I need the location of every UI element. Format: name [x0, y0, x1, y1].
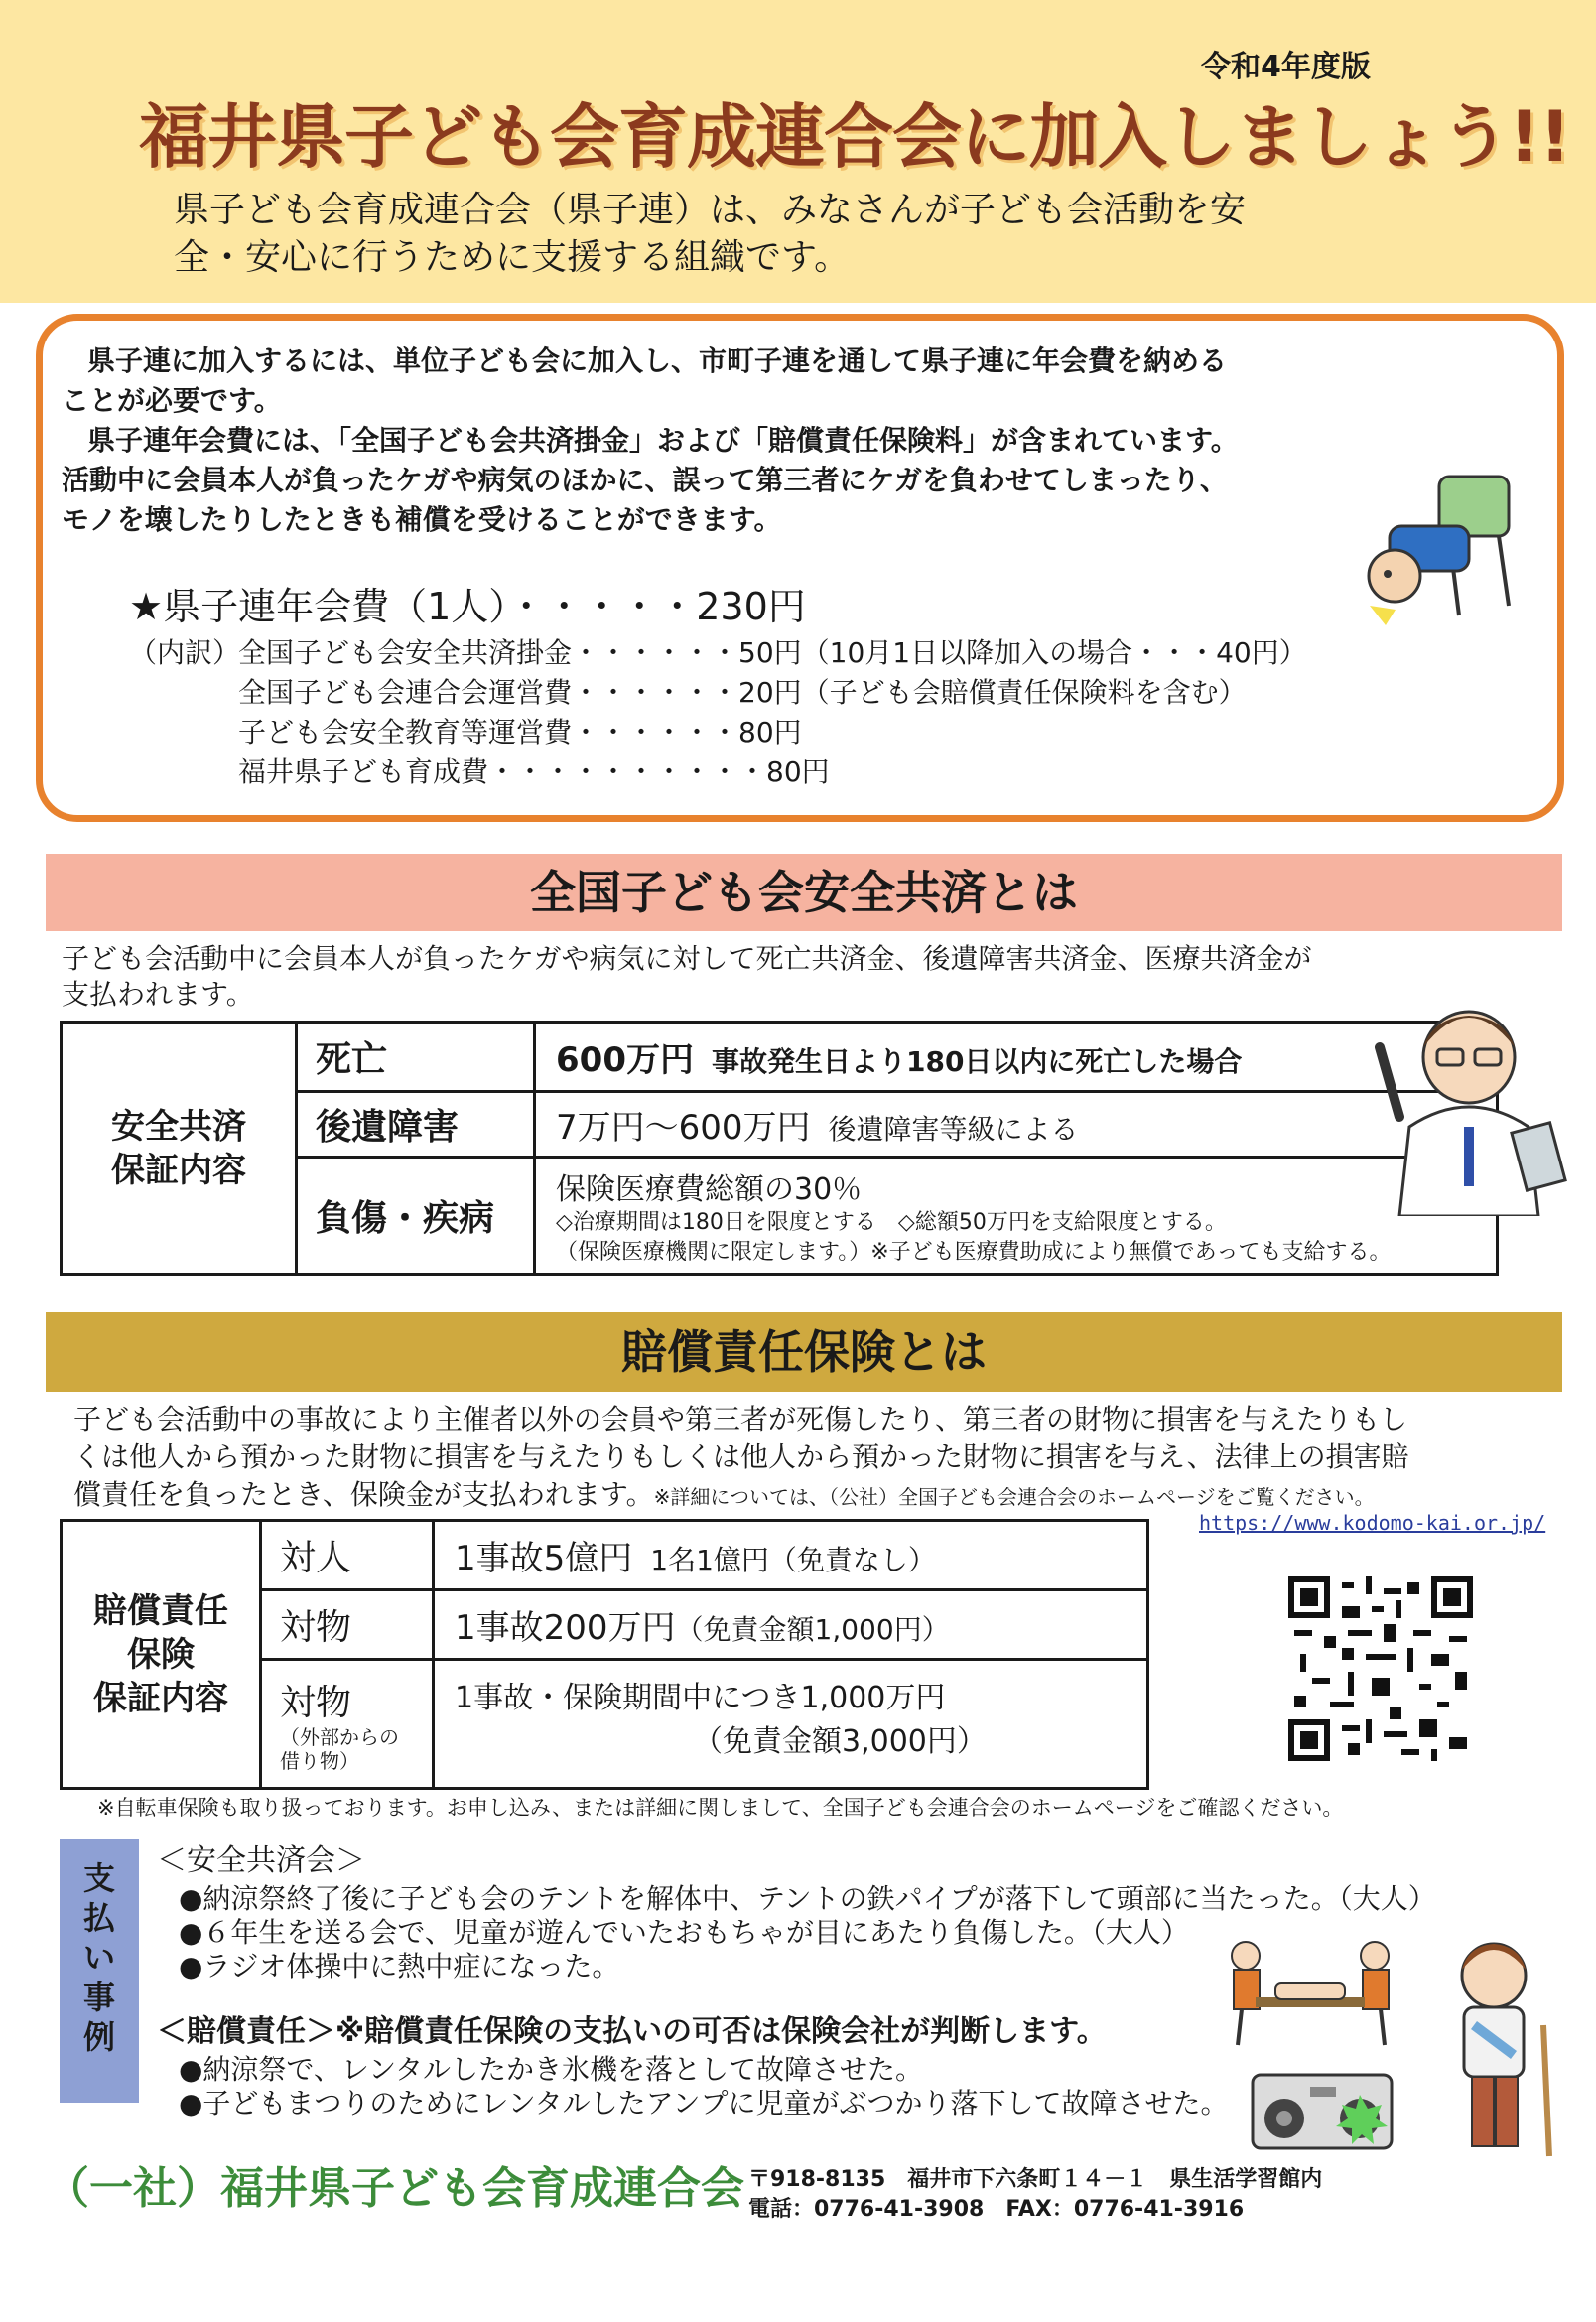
- qr-code[interactable]: [1288, 1576, 1473, 1761]
- kyosai-main: 7万円～600万円: [556, 1108, 811, 1148]
- baisho-value-property: [434, 1590, 1148, 1660]
- kyosai-desc: 支払われます。: [62, 978, 254, 1011]
- baisho-table: [60, 1519, 1149, 1790]
- info-line: モノを壊したりしたときも補償を受けることができます。: [62, 503, 782, 536]
- intro-line: 全・安心に行うために支援する組織です。: [174, 237, 851, 278]
- baisho-sub: （免責金額3,000円）: [693, 1724, 987, 1759]
- baisho-sub: （免責金額1,000円）: [675, 1613, 950, 1646]
- intro-text: [174, 187, 1385, 282]
- fee-item: 子ども会安全教育等運営費・・・・・・80円: [238, 716, 802, 749]
- baisho-value-person: [434, 1521, 1148, 1590]
- baisho-cat-person: 対人: [261, 1521, 434, 1590]
- kyosai-banner: 全国子ども会安全共済とは: [46, 854, 1562, 931]
- info-line: 県子連に加入するには、単位子ども会に加入し、市町子連を通して県子連に年会費を納める: [87, 344, 1228, 377]
- kyosai-row-head: 安全共済 保証内容: [62, 1023, 297, 1275]
- baisho-examples-title: ＜賠償責任＞※賠償責任保険の支払いの可否は保険会社が判断します。: [157, 2014, 1107, 2049]
- baisho-desc-text: 償責任を負ったとき、保険金が支払われます。: [73, 1478, 654, 1511]
- edition-label: 令和4年度版: [1201, 50, 1371, 84]
- homepage-link[interactable]: https://www.kodomo-kai.or.jp/: [1199, 1511, 1546, 1535]
- kyosai-desc: 子ども会活動中に会員本人が負ったケガや病気に対して死亡共済金、後遺障害共済金、医療共済金が: [62, 942, 1312, 975]
- baisho-row-head: 賠償責任 保険 保証内容: [62, 1521, 261, 1789]
- doctor-illustration: [1370, 978, 1568, 1216]
- baisho-desc: くは他人から預かった財物に損害を与えたりもしくは他人から預かった財物に損害を与え、法律上の損害賠: [73, 1440, 1409, 1473]
- falling-child-illustration: [1350, 457, 1558, 635]
- baisho-cat-property: 対物: [261, 1590, 434, 1660]
- info-line: ことが必要です。: [62, 384, 282, 417]
- injured-boy-illustration: [1434, 1936, 1573, 2164]
- payment-example: ●６年生を送る会で、児童が遊んでいたおもちゃが目にあたり負傷した。（大人）: [179, 1916, 1189, 1949]
- baisho-desc: [73, 1477, 1375, 1515]
- kyosai-sub: 後遺障害等級による: [828, 1113, 1079, 1146]
- baisho-desc: 子ども会活動中の事故により主催者以外の会員や第三者が死傷したり、第三者の財物に損害を与えたりもし: [73, 1403, 1408, 1435]
- kyosai-note: （保険医療機関に限定します。）※子ども医療費助成により無償であっても支給する。: [556, 1239, 1392, 1265]
- address: 〒918-8135 福井市下六条町１４－１ 県生活学習館内: [748, 2167, 1323, 2192]
- payment-examples-label: 支 払 い 事 例: [60, 1839, 139, 2103]
- baisho-sub: 1名1億円（免責なし）: [650, 1544, 936, 1576]
- baisho-main: 1事故5億円: [455, 1539, 633, 1578]
- kyosai-value-injury: [535, 1158, 1498, 1275]
- kyosai-main: 保険医療費総額の30％: [556, 1171, 863, 1207]
- fee-item: 全国子ども会連合会運営費・・・・・・20円（子ども会賠償責任保険料を含む）: [238, 676, 1247, 709]
- stretcher-illustration: [1216, 1936, 1404, 2055]
- kyosai-sub: 事故発生日より180日以内に死亡した場合: [711, 1045, 1243, 1078]
- info-line: 県子連年会費には、「全国子ども会共済掛金」および「賠償責任保険料」が含まれています。: [87, 424, 1239, 457]
- fee-item: 福井県子ども育成費・・・・・・・・・・80円: [238, 755, 830, 788]
- intro-line: 県子ども会育成連合会（県子連）は、みなさんが子ども会活動を安: [174, 190, 1247, 230]
- boombox-illustration: [1249, 2065, 1397, 2154]
- fee-breakdown-prefix: （内訳）: [129, 636, 241, 669]
- kyosai-cat-death: 死亡: [297, 1023, 535, 1092]
- kyosai-cat-disability: 後遺障害: [297, 1092, 535, 1158]
- kyosai-examples-title: ＜安全共済会＞: [157, 1844, 365, 1878]
- baisho-main: 1事故200万円: [455, 1608, 676, 1648]
- kyosai-cat-injury: 負傷・疾病: [297, 1158, 535, 1275]
- baisho-cat-sub: （外部からの 借り物）: [280, 1725, 399, 1773]
- fee-item: 全国子ども会安全共済掛金・・・・・・50円（10月1日以降加入の場合・・・40円）: [238, 636, 1307, 669]
- bicycle-insurance-note: ※自転車保険も取り扱っております。お申し込み、または詳細に関しまして、全国子ども会連合会のホームページをご確認ください。: [97, 1796, 1344, 1820]
- payment-example: ●納涼祭で、レンタルしたかき氷機を落として故障させた。: [179, 2053, 924, 2086]
- baisho-banner: 賠償責任保険とは: [46, 1312, 1562, 1392]
- organization-name: （一社）福井県子ども会育成連合会: [46, 2163, 744, 2214]
- baisho-cat-label: 対物: [280, 1683, 352, 1723]
- kyosai-note: ◇治療期間は180日を限度とする ◇総額50万円を支給限度とする。: [556, 1209, 1227, 1235]
- baisho-desc-note: ※詳細については、（公社）全国子ども会連合会のホームページをご覧ください。: [653, 1485, 1375, 1509]
- payment-example: ●納涼祭終了後に子ども会のテントを解体中、テントの鉄パイプが落下して頭部に当たった。（大人）: [179, 1882, 1436, 1915]
- annual-fee-total: ★県子連年会費（1人）・・・・・230円: [129, 585, 806, 628]
- kyosai-value-death: [535, 1023, 1498, 1092]
- info-line: 活動中に会員本人が負ったケガや病気のほかに、誤って第三者にケガを負わせてしまったり、: [62, 464, 1228, 496]
- payment-example: ●子どもまつりのためにレンタルしたアンプに児童がぶつかり落下して故障させた。: [179, 2087, 1229, 2119]
- kyosai-value-disability: [535, 1092, 1498, 1158]
- kyosai-table: [60, 1021, 1499, 1276]
- baisho-main: 1事故・保険期間中につき1,000万円: [455, 1681, 946, 1715]
- kyosai-main: 600万円: [556, 1040, 694, 1080]
- baisho-value-borrowed: [434, 1660, 1148, 1789]
- page-title: 福井県子ども会育成連合会に加入しましょう!!: [139, 96, 1570, 178]
- contact: 電話：0776-41-3908 FAX：0776-41-3916: [748, 2197, 1245, 2222]
- baisho-cat-borrowed: [261, 1660, 434, 1789]
- payment-example: ●ラジオ体操中に熱中症になった。: [179, 1950, 620, 1982]
